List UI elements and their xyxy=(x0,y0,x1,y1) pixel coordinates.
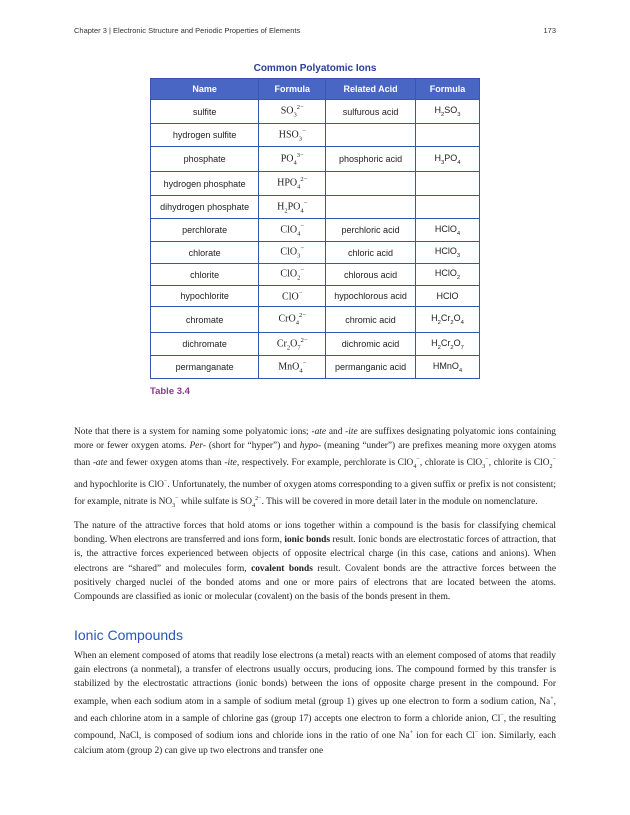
section-heading-ionic-compounds: Ionic Compounds xyxy=(74,627,183,643)
ion-formula-cell: $Cr_2O_7^{2-}$ xyxy=(259,333,326,356)
related-acid-cell: chromic acid xyxy=(326,307,416,333)
column-header-related-acid: Related Acid xyxy=(326,79,416,100)
page-header xyxy=(74,26,556,38)
related-acid-cell: chloric acid xyxy=(326,242,416,264)
paragraph-ionic-compounds: When an element composed of atoms that readily lose electrons (a metal) reacts with an element composed of atoms that readily gain electrons (a nonmetal), a transfer of electrons usually occurs, producing ions. The compound formed by this transfer is stabilized by the electrostatic attractions (ionic bonds) between the ions of opposite charge present in the compound. For example, when each sodium atom in a sample of sodium metal (group 1) gives up one electron to form a sodium cation, Na+, and each chlorine atom in a sample of chlorine gas (group 17) accepts one electron to form a chloride anion, Cl−, the resulting compound, NaCl, is composed of sodium ions and chloride ions in the ratio of one Na+ ion for each Cl− ion. Similarly, each calcium atom (group 2) can give up two electrons and transfer one xyxy=(74,651,556,756)
ion-name-cell: hypochlorite xyxy=(151,286,259,307)
acid-formula-cell: $H_3PO_4$ xyxy=(415,147,479,172)
acid-formula-cell: $H_2Cr_2O_7$ xyxy=(415,333,479,356)
acid-formula-cell: HClO$_2$ xyxy=(415,264,479,286)
table-row xyxy=(151,333,480,356)
ion-formula-cell: $H_2PO_4^-$ xyxy=(259,196,326,219)
table-header-row xyxy=(151,79,480,100)
related-acid-cell xyxy=(326,196,416,219)
column-header-formula: Formula xyxy=(259,79,326,100)
table-row xyxy=(151,147,480,172)
acid-formula-cell xyxy=(415,124,479,147)
related-acid-cell: permanganic acid xyxy=(326,356,416,379)
ion-formula-cell: ClO$_3$− xyxy=(259,242,326,264)
chapter-title: Chapter 3 | Electronic Structure and Periodic Properties of Elements xyxy=(74,26,301,35)
column-header-name: Name xyxy=(151,79,259,100)
ion-name-cell: chlorite xyxy=(151,264,259,286)
table-caption: Table 3.4 xyxy=(150,386,190,397)
paragraph-naming-system: Note that there is a system for naming some polyatomic ions; -ate and -ite are suffixes designating polyatomic ions containing more or fewer oxygen atoms. Per- (short for “hyper”) and hypo- (meaning “under”) are prefixes meaning more oxygen atoms than -ate and fewer oxygen atoms than -ite, respectively. For example, perchlorate is ClO$_4$−, chlorate is ClO$_3$−, chlorite is ClO$_2$− and hypochlorite is ClO−. Unfortunately, the number of oxygen atoms corresponding to a given suffix or prefix is not consistent; for example, nitrate is $NO_3^-$ while sulfate is $SO_4^{2-}$. This will be covered in more detail later in the module on nomenclature. xyxy=(74,427,556,509)
ion-formula-cell: $HPO_4^{2-}$ xyxy=(259,172,326,196)
table-row xyxy=(151,219,480,242)
table-row xyxy=(151,264,480,286)
acid-formula-cell: HClO$_3$ xyxy=(415,242,479,264)
table-row xyxy=(151,100,480,124)
table-title: Common Polyatomic Ions xyxy=(253,63,377,74)
table-row xyxy=(151,172,480,196)
ion-formula-cell: $PO_4^{3-}$ xyxy=(259,147,326,172)
acid-formula-cell xyxy=(415,196,479,219)
ion-name-cell: chlorate xyxy=(151,242,259,264)
related-acid-cell xyxy=(326,172,416,196)
ion-formula-cell: ClO$_2$− xyxy=(259,264,326,286)
ion-formula-cell: ClO− xyxy=(259,286,326,307)
polyatomic-ions-table xyxy=(150,78,480,379)
ion-name-cell: perchlorate xyxy=(151,219,259,242)
ion-formula-cell: MnO$_4$− xyxy=(259,356,326,379)
related-acid-cell: hypochlorous acid xyxy=(326,286,416,307)
acid-formula-cell xyxy=(415,172,479,196)
ion-name-cell: hydrogen sulfite xyxy=(151,124,259,147)
ion-name-cell: sulfite xyxy=(151,100,259,124)
related-acid-cell: phosphoric acid xyxy=(326,147,416,172)
paragraph-chemical-bonding: The nature of the attractive forces that hold atoms or ions together within a compound is the basis for classifying chemical bonding. When electrons are transferred and ions form, ionic bonds result. Ionic bonds are electrostatic forces of attraction, that is, the attractive forces experienced between objects of opposite electrical charge (in this case, cations and anions). When electrons are “shared” and molecules form, covalent bonds result. Covalent bonds are the attractive forces between the positively charged nuclei of the bonded atoms and one or more pairs of electrons that are located between the atoms. Compounds are classified as ionic or molecular (covalent) on the basis of the bonds present in them. xyxy=(74,521,557,603)
acid-formula-cell: HMnO$_4$ xyxy=(415,356,479,379)
table-body xyxy=(151,100,480,379)
table-row xyxy=(151,356,480,379)
ion-formula-cell: $HSO_3^-$ xyxy=(259,124,326,147)
ion-formula-cell: $SO_3^{2-}$ xyxy=(259,100,326,124)
table-row xyxy=(151,286,480,307)
ion-name-cell: dichromate xyxy=(151,333,259,356)
table-row xyxy=(151,124,480,147)
ion-formula-cell: CrO$_4^{2-}$ xyxy=(259,307,326,333)
acid-formula-cell: HClO$_4$ xyxy=(415,219,479,242)
acid-formula-cell: $H_2SO_3$ xyxy=(415,100,479,124)
ion-name-cell: chromate xyxy=(151,307,259,333)
related-acid-cell: dichromic acid xyxy=(326,333,416,356)
related-acid-cell: chlorous acid xyxy=(326,264,416,286)
related-acid-cell: perchloric acid xyxy=(326,219,416,242)
ion-name-cell: permanganate xyxy=(151,356,259,379)
page-number: 173 xyxy=(543,26,556,35)
table-row xyxy=(151,196,480,219)
column-header-acid-formula: Formula xyxy=(415,79,479,100)
related-acid-cell: sulfurous acid xyxy=(326,100,416,124)
table-row xyxy=(151,242,480,264)
acid-formula-cell: HClO xyxy=(415,286,479,307)
ion-name-cell: phosphate xyxy=(151,147,259,172)
ion-name-cell: dihydrogen phosphate xyxy=(151,196,259,219)
table-row xyxy=(151,307,480,333)
ion-formula-cell: ClO$_4$− xyxy=(259,219,326,242)
related-acid-cell xyxy=(326,124,416,147)
ion-name-cell: hydrogen phosphate xyxy=(151,172,259,196)
acid-formula-cell: $H_2Cr_2O_4$ xyxy=(415,307,479,333)
